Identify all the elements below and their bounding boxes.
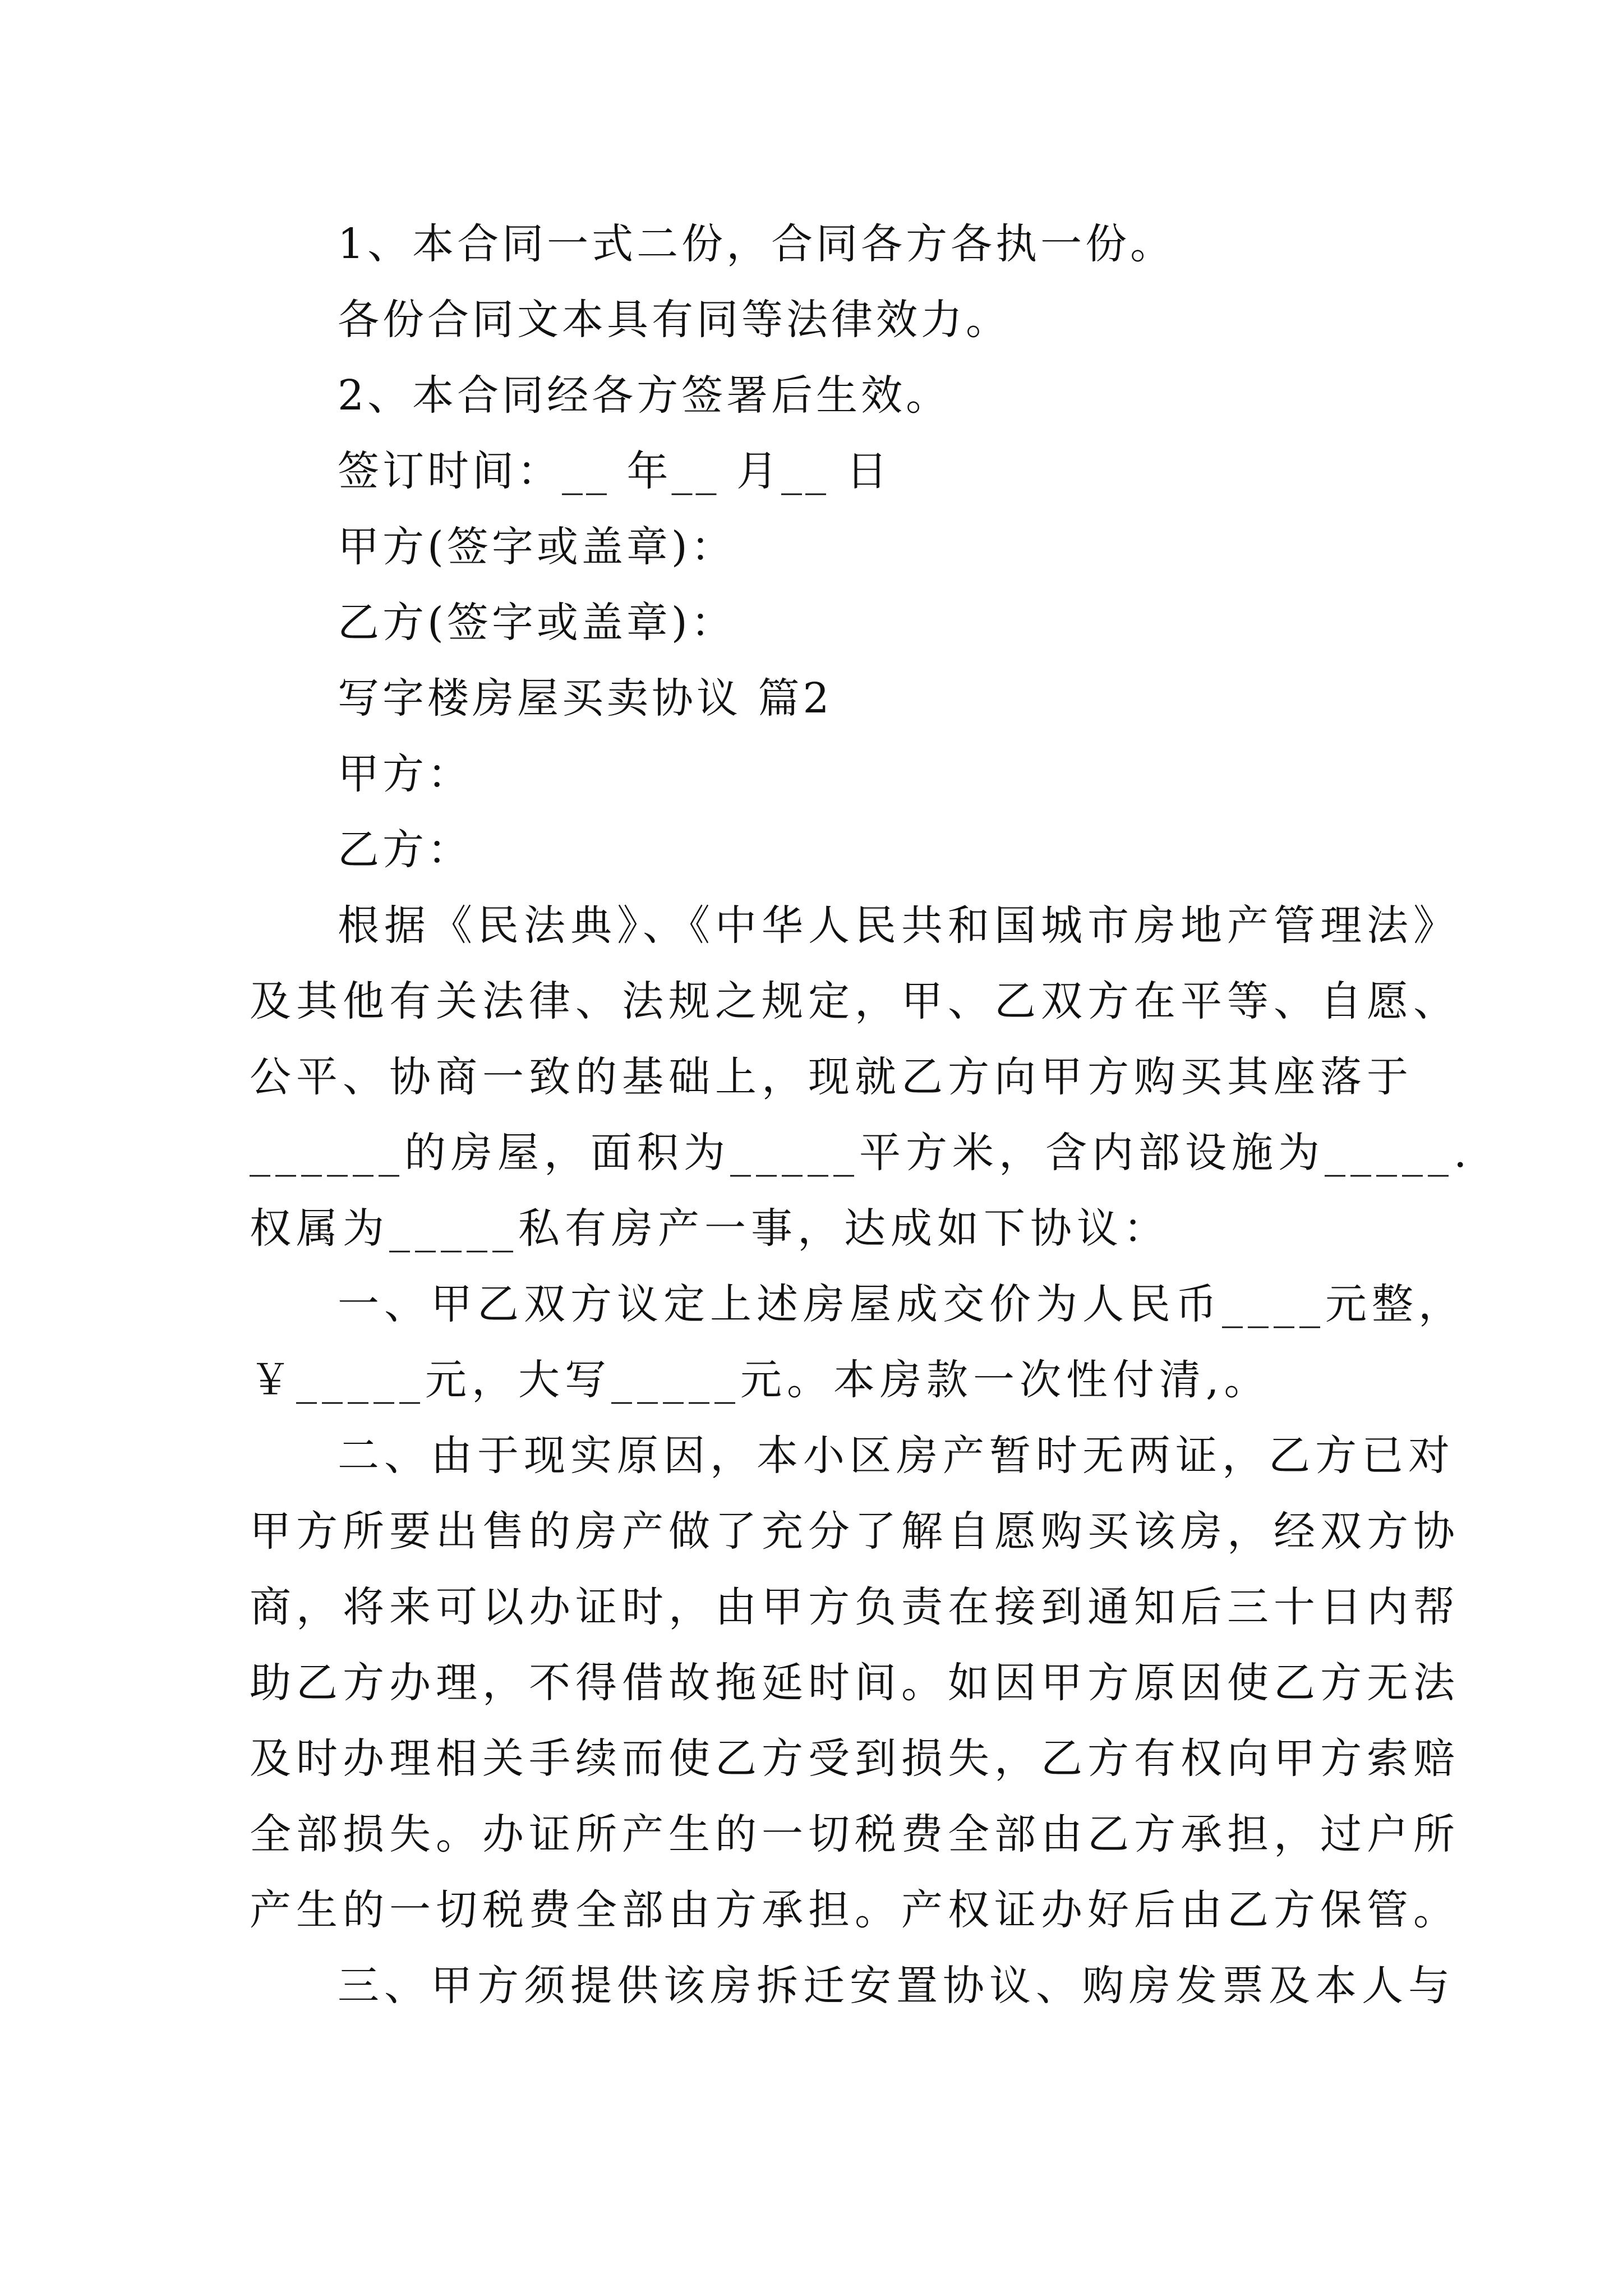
article-1-line-2: ￥_____元，大写_____元。本房款一次性付清,。 [250, 1356, 1271, 1404]
party-b-signature: 乙方(签字或盖章)： [338, 599, 736, 647]
article-2-line-4: 助乙方办理，不得借故拖延时间。如因甲方原因使乙方无法 [250, 1659, 1460, 1707]
section-title: 写字楼房屋买卖协议 篇2 [338, 674, 833, 723]
article-2-line-1: 二、由于现实原因，本小区房产暂时无两证，乙方已对 [338, 1432, 1455, 1480]
article-3-line-1: 三、甲方须提供该房拆迁安置协议、购房发票及本人与 [338, 1962, 1455, 2010]
clause-1-validity: 各份合同文本具有同等法律效力。 [338, 296, 1011, 344]
article-2-line-6: 全部损失。办证所产生的一切税费全部由乙方承担，过户所 [250, 1810, 1460, 1858]
party-b-label: 乙方： [338, 826, 472, 874]
preamble-line-2: 及其他有关法律、法规之规定，甲、乙双方在平等、自愿、 [250, 977, 1460, 1025]
article-2-line-3: 商，将来可以办证时，由甲方负责在接到通知后三十日内帮 [250, 1583, 1460, 1631]
article-2-line-7: 产生的一切税费全部由方承担。产权证办好后由乙方保管。 [250, 1886, 1460, 1934]
article-2-line-2: 甲方所要出售的房产做了充分了解自愿购买该房，经双方协 [250, 1507, 1460, 1556]
preamble-line-3: 公平、协商一致的基础上，现就乙方向甲方购买其座落于 [250, 1053, 1413, 1101]
signing-date: 签订时间：__ 年__ 月__ 日 [338, 447, 891, 495]
article-1-line-1: 一、甲乙双方议定上述房屋成交价为人民币____元整， [338, 1280, 1465, 1328]
clause-1-copies: 1、本合同一式二份，合同各方各执一份。 [338, 220, 1175, 268]
preamble-line-4: ______的房屋，面积为_____平方米，含内部设施为_____. [250, 1129, 1472, 1177]
party-a-signature: 甲方(签字或盖章)： [338, 523, 736, 571]
clause-2-effective: 2、本合同经各方签署后生效。 [338, 371, 951, 420]
article-2-line-5: 及时办理相关手续而使乙方受到损失，乙方有权向甲方索赔 [250, 1734, 1460, 1783]
party-a-label: 甲方： [338, 750, 472, 798]
preamble-line-5: 权属为_____私有房产一事，达成如下协议： [250, 1204, 1170, 1253]
preamble-line-1: 根据《民法典》、《中华人民共和国城市房地产管理法》 [338, 901, 1460, 950]
